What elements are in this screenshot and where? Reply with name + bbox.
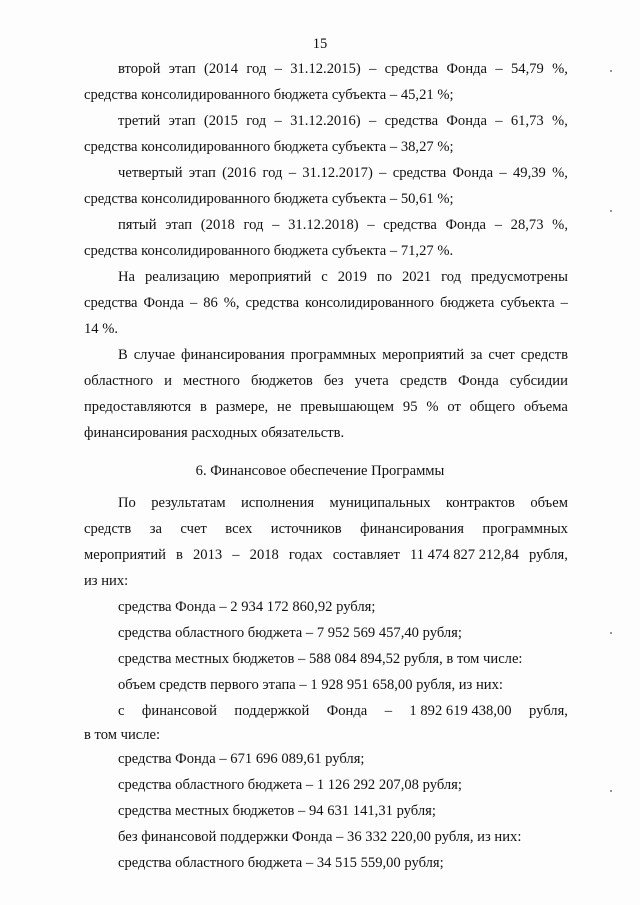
para-results-line-3: мероприятий в 2013 – 2018 годах составляет 11 474 827 212,84 рубля,: [84, 547, 568, 563]
total-fund-line: средства Фонда – 2 934 172 860,92 рубля;: [118, 599, 376, 615]
stage-4-line-2: средства консолидированного бюджета субъекта – 50,61 %;: [84, 191, 454, 207]
para-case-line-2: областного и местного бюджетов без учета средств Фонда субсидии: [84, 373, 568, 389]
stage-2-line-1: второй этап (2014 год – 31.12.2015) – средства Фонда – 54,79 %,: [118, 61, 568, 77]
scan-speck: [610, 210, 612, 212]
stage-5-line-1: пятый этап (2018 год – 31.12.2018) – средства Фонда – 28,73 %,: [118, 217, 568, 233]
total-regional-line: средства областного бюджета – 7 952 569 457,40 рубля;: [118, 625, 462, 641]
no-support-line: без финансовой поддержки Фонда – 36 332 220,00 рубля, из них:: [118, 829, 522, 845]
para-results-line-2: средств за счет всех источников финансирования программных: [84, 521, 568, 537]
para-results-line-4: из них:: [84, 573, 129, 589]
first-stage-line: объем средств первого этапа – 1 928 951 658,00 рубля, из них:: [118, 677, 503, 693]
para-2019-line-2: средства Фонда – 86 %, средства консолидированного бюджета субъекта –: [84, 295, 568, 311]
page-number: 15: [312, 36, 328, 52]
support-fund-line: средства Фонда – 671 696 089,61 рубля;: [118, 751, 365, 767]
section-heading: 6. Финансовое обеспечение Программы: [195, 463, 445, 479]
para-case-line-1: В случае финансирования программных мероприятий за счет средств: [118, 347, 568, 363]
para-2019-line-3: 14 %.: [84, 321, 119, 337]
stage-3-line-2: средства консолидированного бюджета субъекта – 38,27 %;: [84, 139, 454, 155]
stage-4-line-1: четвертый этап (2016 год – 31.12.2017) – средства Фонда – 49,39 %,: [118, 165, 568, 181]
scan-speck: [610, 790, 612, 792]
support-local-line: средства местных бюджетов – 94 631 141,31 рубля;: [118, 803, 436, 819]
para-results-line-1: По результатам исполнения муниципальных контрактов объем: [118, 495, 568, 511]
support-regional-line: средства областного бюджета – 1 126 292 207,08 рубля;: [118, 777, 462, 793]
stage-3-line-1: третий этап (2015 год – 31.12.2016) – средства Фонда – 61,73 %,: [118, 113, 568, 129]
stage-2-line-2: средства консолидированного бюджета субъекта – 45,21 %;: [84, 87, 454, 103]
stage-5-line-2: средства консолидированного бюджета субъекта – 71,27 %.: [84, 243, 454, 259]
support-line-continued: в том числе:: [84, 727, 161, 743]
support-line: с финансовой поддержкой Фонда – 1 892 619 438,00 рубля,: [118, 703, 568, 719]
total-local-line: средства местных бюджетов – 588 084 894,52 рубля, в том числе:: [118, 651, 523, 667]
para-2019-line-1: На реализацию мероприятий с 2019 по 2021 год предусмотрены: [118, 269, 568, 285]
no-support-regional-line: средства областного бюджета – 34 515 559,00 рубля;: [118, 855, 444, 871]
para-case-line-3: предоставляются в размере, не превышающем 95 % от общего объема: [84, 399, 568, 415]
scan-speck: [610, 70, 612, 72]
para-case-line-4: финансирования расходных обязательств.: [84, 425, 345, 441]
scan-speck: [610, 632, 612, 634]
